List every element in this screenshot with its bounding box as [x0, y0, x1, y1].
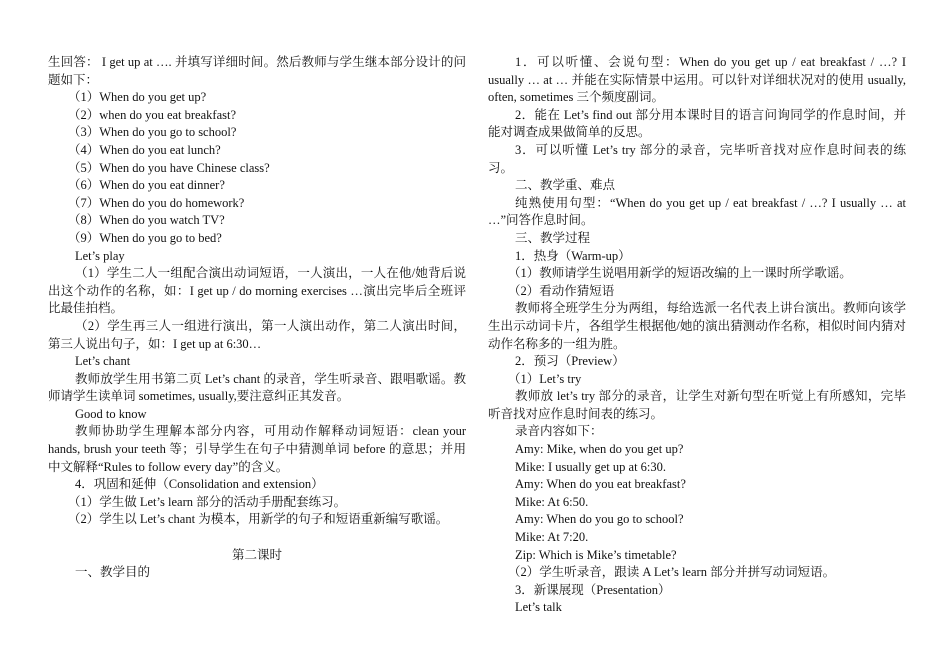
dialogue-line: Amy: When do you eat breakfast? — [515, 477, 686, 492]
dialogue-line: Mike: At 7:20. — [515, 530, 589, 545]
left-column — [48, 54, 466, 582]
lets-try-heading: （1）Let’s try — [508, 371, 582, 386]
question-3: （3）When do you go to school? — [68, 125, 237, 140]
warmup-item-1: （1）教师请学生说唱用新学的短语改编的上一课时所学歌谣。 — [508, 266, 852, 281]
right-column — [488, 54, 906, 617]
lets-try-paragraph: 教师放 let’s try 部分的录音，让学生对新句型在听觉上有所感知，完毕听音找对应作息时间表的练习。 — [488, 389, 906, 421]
presentation-heading: 3．新课展现（Presentation） — [515, 582, 671, 597]
play-activity-1: （1）学生二人一组配合演出动词短语，一人演出，一人在他/她背后说出这个动作的名称，如：I get up / do morning exercises …演出完毕后全班评比最佳拍档。 — [48, 266, 466, 316]
warmup-item-2: （2）看动作猜短语 — [508, 283, 615, 298]
key-points-heading: 二、教学重、难点 — [515, 178, 616, 193]
intro-paragraph: 生回答： I get up at …. 并填写详细时间。然后教师与学生继本部分设计的问题如下： — [48, 55, 466, 87]
aim-3: 3．可以听懂 Let’s try 部分的录音，完毕听音找对应作息时间表的练习。 — [488, 142, 906, 175]
dialogue-line: Mike: At 6:50. — [515, 494, 589, 509]
good-to-know-heading: Good to know — [75, 406, 147, 421]
lets-talk-heading: Let’s talk — [515, 600, 562, 615]
spacer — [48, 529, 466, 547]
question-7: （7）When do you do homework? — [68, 195, 245, 210]
warmup-item-2-paragraph: 教师将全班学生分为两组，每给选派一名代表上讲台演出。教师向该学生出示动词卡片，各组学生根据他/她的演出猜测动作名称，相似时间内猜对动作名称多的一组为胜。 — [488, 301, 906, 351]
consolidation-item-1: （1）学生做 Let’s learn 部分的活动手册配套练习。 — [68, 494, 347, 509]
listen-activity: （2）学生听录音，跟读 A Let’s learn 部分并拼写动词短语。 — [508, 565, 836, 580]
consolidation-heading: 4．巩固和延伸（Consolidation and extension） — [75, 477, 324, 492]
chant-paragraph: 教师放学生用书第二页 Let’s chant 的录音，学生听录音、跟唱歌谣。教师请学生读单词 sometimes, usually,要注意纠正其发音。 — [48, 371, 466, 404]
play-activity-2: （2）学生再三人一组进行演出，第一人演出动作，第二人演出时间，第三人说出句子，如：I get up at 6:30… — [48, 318, 466, 351]
question-1: （1）When do you get up? — [68, 90, 207, 105]
dialogue-line: Amy: When do you go to school? — [515, 512, 684, 527]
consolidation-item-2: （2）学生以 Let’s chant 为模本，用新学的句子和短语重新编写歌谣。 — [68, 512, 449, 527]
dialogue-line: Zip: Which is Mike’s timetable? — [515, 547, 677, 562]
question-2: （2）when do you eat breakfast? — [68, 107, 236, 122]
teaching-aims-heading: 一、教学目的 — [75, 565, 151, 580]
key-points-paragraph: 纯熟使用句型：“When do you get up / eat breakfast / …? I usually … at …”问答作息时间。 — [488, 195, 906, 228]
good-to-know-paragraph: 教师协助学生理解本部分内容，可用动作解释动词短语：clean your hands, brush your teeth 等；引导学生在句子中猜测单词 before 的意思；并用中文解释“Rules to follow every day”的含义。 — [48, 424, 466, 474]
lets-play-heading: Let’s play — [75, 248, 125, 263]
question-4: （4）When do you eat lunch? — [68, 142, 221, 157]
question-8: （8）When do you watch TV? — [68, 213, 225, 228]
lesson-2-title: 第二课时 — [231, 547, 282, 562]
question-5: （5）When do you have Chinese class? — [68, 160, 270, 175]
process-heading: 三、教学过程 — [515, 230, 591, 245]
aim-1: 1．可以听懂、会说句型：When do you get up / eat breakfast / …? I usually … at … 并能在实际情景中运用。可以针对详细状况对的使用 usually, often, sometimes 三个频度副词。 — [488, 55, 906, 105]
question-6: （6）When do you eat dinner? — [68, 178, 225, 193]
dialogue-line: Amy: Mike, when do you get up? — [515, 442, 684, 457]
question-9: （9）When do you go to bed? — [68, 230, 222, 245]
warmup-heading: 1．热身（Warm-up） — [515, 248, 631, 263]
aim-2: 2．能在 Let’s find out 部分用本课时目的语言问询同学的作息时间，并能对调查成果做简单的反思。 — [488, 107, 906, 140]
recording-heading: 录音内容如下： — [515, 424, 603, 439]
lets-chant-heading: Let’s chant — [75, 354, 131, 369]
dialogue-line: Mike: I usually get up at 6:30. — [515, 459, 667, 474]
preview-heading: 2．预习（Preview） — [515, 354, 625, 369]
